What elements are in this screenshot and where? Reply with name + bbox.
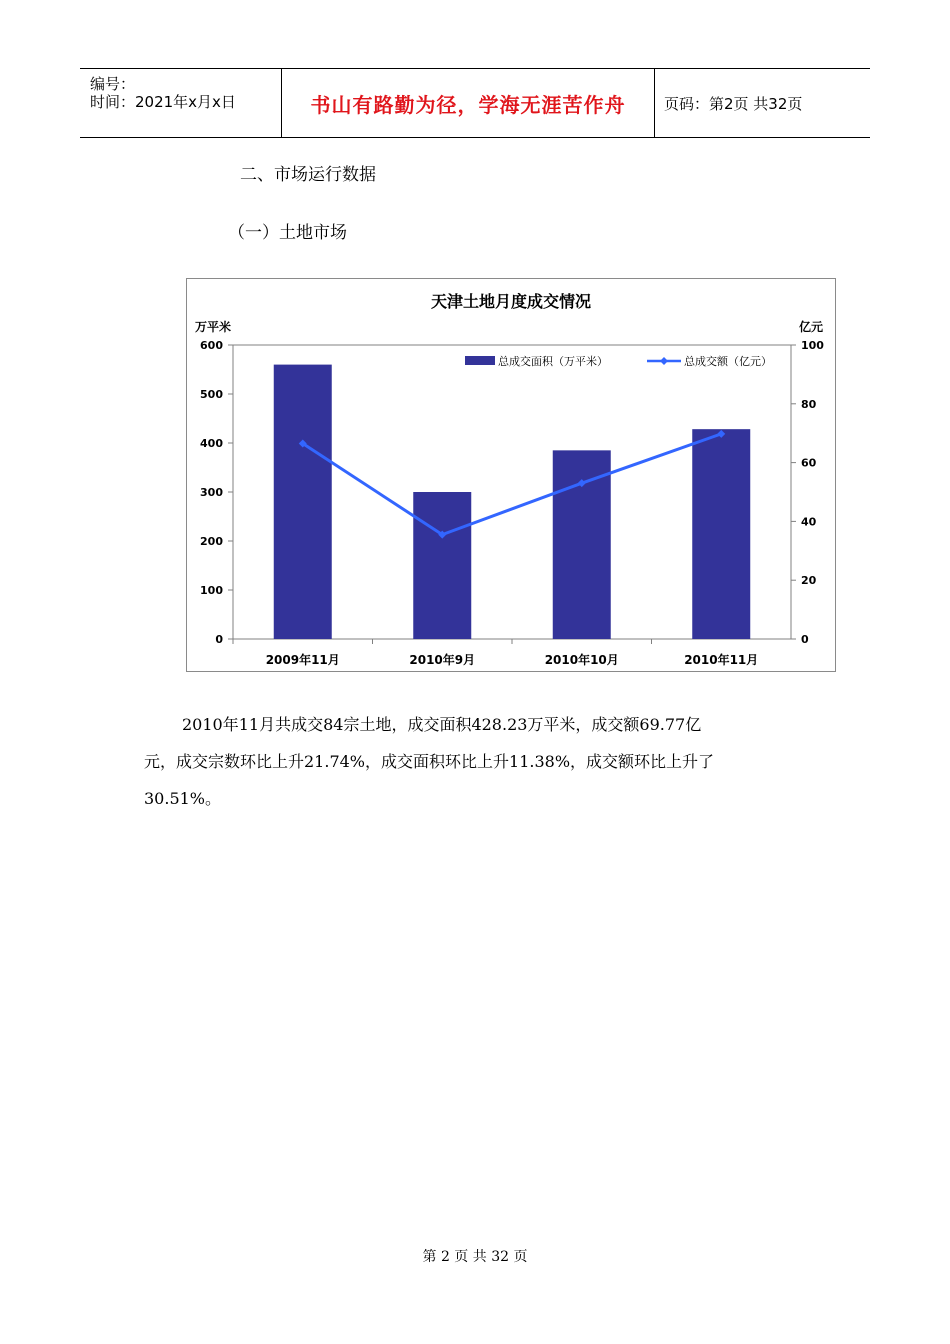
header-motto-cell — [281, 69, 655, 137]
motto-text: 书山有路勤为径，学海无涯苦作舟 — [310, 92, 626, 117]
area-bar — [274, 365, 332, 639]
section-heading: 二、市场运行数据 — [240, 165, 376, 185]
left-axis-tick-label: 600 — [200, 339, 223, 352]
left-axis-tick-label: 100 — [200, 584, 223, 597]
right-axis-tick-label: 0 — [801, 633, 809, 646]
left-axis-tick-label: 300 — [200, 486, 223, 499]
right-axis-tick-label: 20 — [801, 574, 817, 588]
chart-canvas — [187, 279, 835, 671]
left-axis-unit-label: 万平米 — [195, 320, 232, 334]
market-summary-paragraph — [144, 706, 814, 817]
page-footer: 第 2 页 共 32 页 — [422, 1249, 528, 1265]
paragraph-line-1: 2010年11月共成交84宗土地，成交面积428.23万平米，成交额69.77亿 — [182, 715, 702, 734]
left-axis-tick-label: 200 — [200, 535, 223, 548]
right-axis-unit-label: 亿元 — [798, 320, 823, 334]
header-table — [80, 68, 870, 138]
header-page-cell — [654, 69, 870, 137]
document-time-label: 时间：2021年x月x日 — [90, 93, 236, 111]
section-subheading: （一）土地市场 — [228, 223, 347, 243]
header-page-info: 页码：第2页 共32页 — [664, 94, 803, 113]
x-axis-category-label: 2010年10月 — [544, 653, 619, 667]
header-meta-cell — [80, 69, 280, 137]
x-axis-category-label: 2010年9月 — [409, 653, 476, 667]
paragraph-line-3: 30.51%。 — [144, 789, 222, 808]
left-axis-tick-label: 400 — [200, 437, 223, 450]
area-bar — [692, 429, 750, 639]
x-axis-category-label: 2009年11月 — [265, 653, 340, 667]
area-bar — [553, 450, 611, 639]
legend-bar-label: 总成交面积（万平米） — [498, 355, 608, 368]
right-axis-tick-label: 40 — [801, 515, 817, 529]
right-axis-tick-label: 80 — [801, 397, 817, 411]
chart-title: 天津土地月度成交情况 — [430, 292, 592, 311]
legend-bar-swatch — [465, 356, 495, 365]
x-axis-category-label: 2010年11月 — [684, 653, 759, 667]
right-axis-tick-label: 60 — [801, 456, 817, 470]
land-market-chart — [186, 278, 836, 672]
paragraph-line-2: 元，成交宗数环比上升21.74%，成交面积环比上升11.38%，成交额环比上升了 — [144, 752, 715, 771]
area-bar — [413, 492, 471, 639]
document-number-label: 编号： — [90, 75, 136, 93]
right-axis-tick-label: 100 — [801, 339, 824, 352]
left-axis-tick-label: 0 — [215, 633, 223, 646]
legend-line-label: 总成交额（亿元） — [684, 355, 772, 368]
left-axis-tick-label: 500 — [200, 388, 223, 401]
